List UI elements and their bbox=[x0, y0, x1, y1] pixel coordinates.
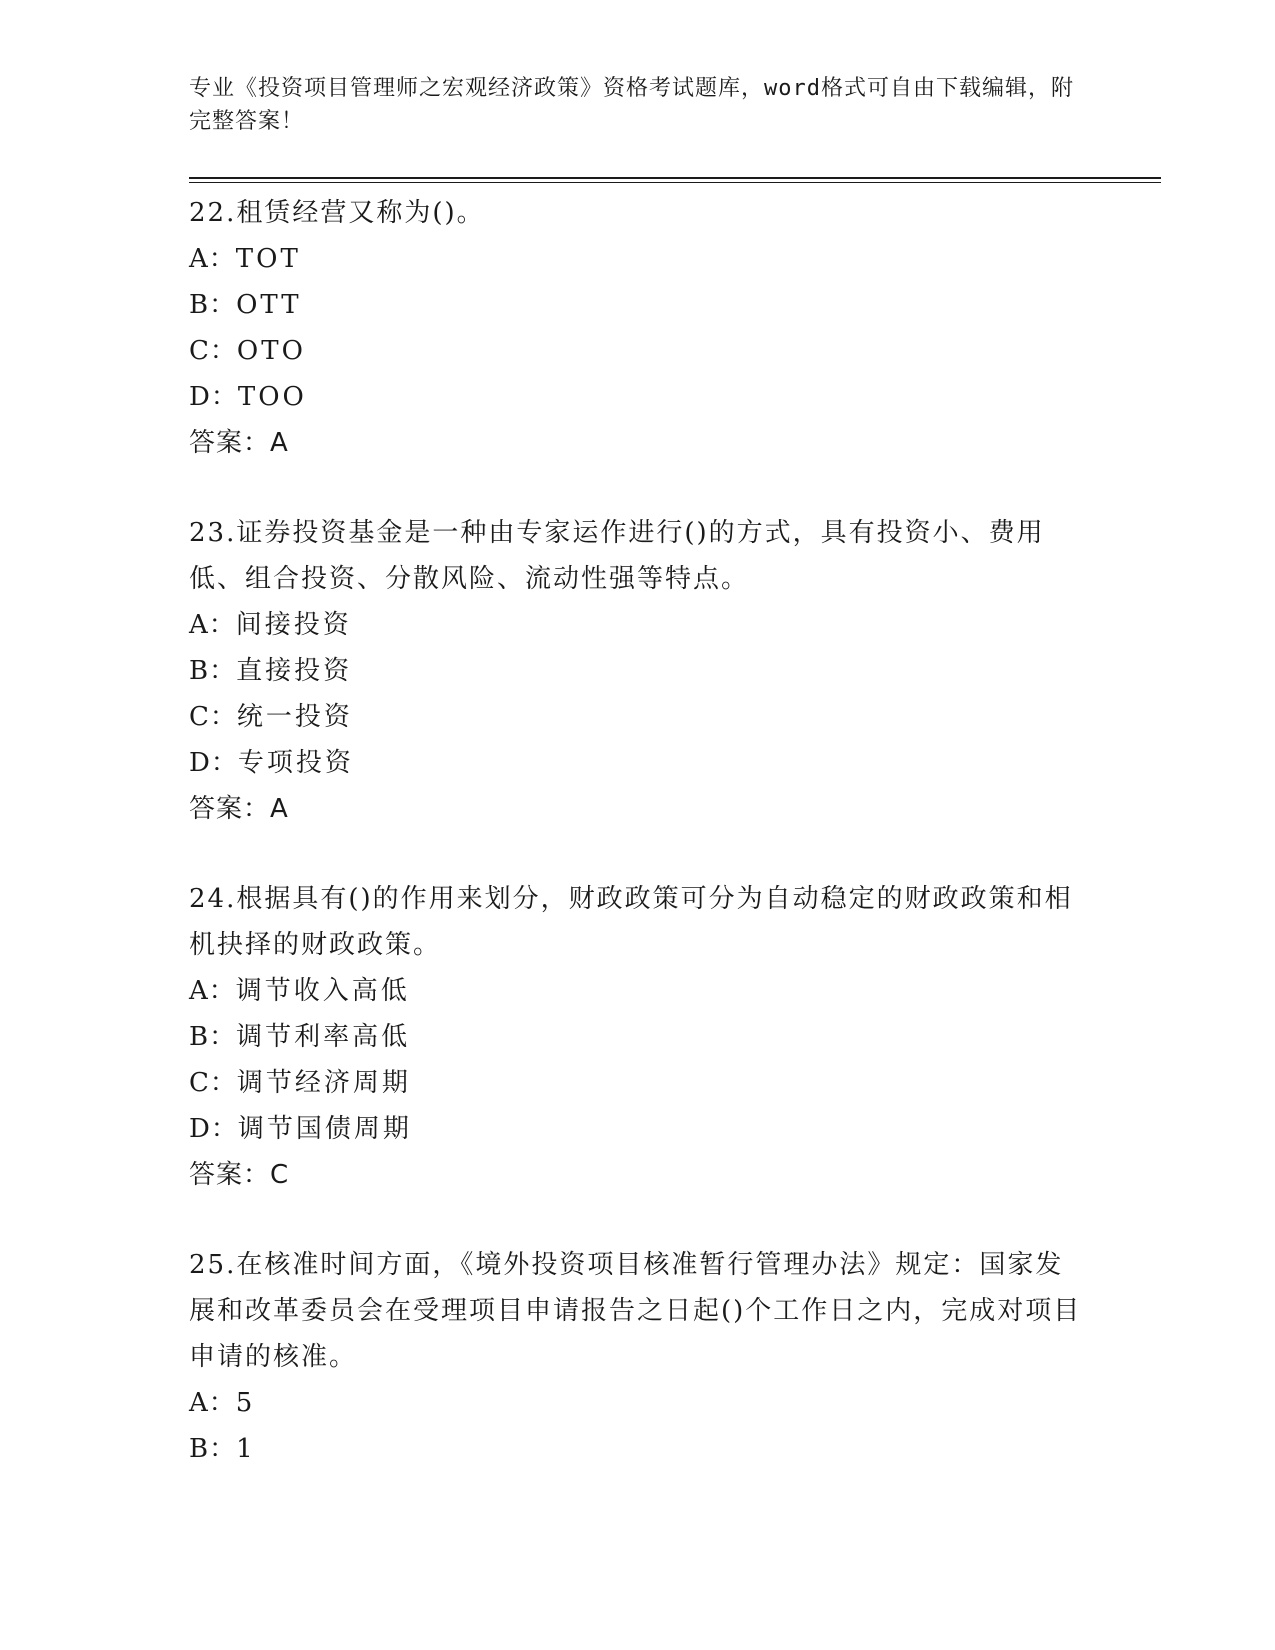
option-letter: A： bbox=[189, 610, 236, 640]
option-text: 调节收入高低 bbox=[235, 976, 410, 1006]
option-text: 调节经济周期 bbox=[236, 1068, 411, 1098]
question-24 bbox=[189, 876, 1089, 1198]
option-letter: B： bbox=[189, 1022, 237, 1052]
option-a bbox=[189, 968, 1089, 1014]
option-text: 1 bbox=[236, 1434, 256, 1464]
question-22 bbox=[189, 190, 1089, 466]
option-text: 5 bbox=[235, 1388, 256, 1418]
option-b bbox=[189, 1426, 1089, 1472]
header-divider-thin bbox=[189, 182, 1161, 183]
option-b bbox=[189, 648, 1089, 694]
option-text: 调节利率高低 bbox=[236, 1022, 411, 1052]
option-b bbox=[189, 1014, 1089, 1060]
document-header: 专业《投资项目管理师之宏观经济政策》资格考试题库，word格式可自由下载编辑，附完整答案！ bbox=[189, 76, 1074, 134]
option-text: 间接投资 bbox=[235, 610, 352, 640]
option-text: OTO bbox=[236, 336, 306, 366]
option-letter: B： bbox=[189, 290, 237, 320]
option-text: 直接投资 bbox=[236, 656, 353, 686]
option-text: 统一投资 bbox=[236, 702, 353, 732]
option-letter: D： bbox=[189, 1114, 238, 1144]
option-letter: C： bbox=[189, 702, 237, 732]
question-list bbox=[189, 190, 1089, 1516]
option-letter: B： bbox=[189, 656, 237, 686]
option-a bbox=[189, 1380, 1089, 1426]
option-text: TOO bbox=[237, 382, 307, 412]
question-25 bbox=[189, 1242, 1089, 1472]
question-stem: 22.租赁经营又称为()。 bbox=[189, 198, 485, 228]
header-divider-thick bbox=[189, 177, 1161, 179]
option-b bbox=[189, 282, 1089, 328]
question-stem: 23.证券投资基金是一种由专家运作进行()的方式，具有投资小、费用低、组合投资、分散风险、流动性强等特点。 bbox=[189, 518, 1045, 594]
option-letter: A： bbox=[189, 976, 236, 1006]
option-letter: D： bbox=[189, 748, 238, 778]
option-letter: A： bbox=[189, 1388, 236, 1418]
option-text: 专项投资 bbox=[237, 748, 354, 778]
option-letter: B： bbox=[189, 1434, 237, 1464]
option-text: OTT bbox=[236, 290, 302, 320]
option-letter: C： bbox=[189, 1068, 237, 1098]
option-a bbox=[189, 236, 1089, 282]
option-a bbox=[189, 602, 1089, 648]
option-letter: D： bbox=[189, 382, 238, 412]
option-letter: C： bbox=[189, 336, 237, 366]
answer-line: 答案：A bbox=[189, 428, 289, 458]
question-stem: 25.在核准时间方面，《境外投资项目核准暂行管理办法》规定：国家发展和改革委员会在受理项目申请报告之日起()个工作日之内，完成对项目申请的核准。 bbox=[189, 1250, 1082, 1372]
answer-line: 答案：C bbox=[189, 1160, 290, 1190]
option-c bbox=[189, 694, 1089, 740]
option-d bbox=[189, 1106, 1089, 1152]
option-text: 调节国债周期 bbox=[237, 1114, 412, 1144]
question-stem: 24.根据具有()的作用来划分，财政政策可分为自动稳定的财政政策和相机抉择的财政政策。 bbox=[189, 884, 1073, 960]
question-23 bbox=[189, 510, 1089, 832]
option-c bbox=[189, 1060, 1089, 1106]
answer-line: 答案：A bbox=[189, 794, 289, 824]
option-text: TOT bbox=[235, 244, 301, 274]
option-c bbox=[189, 328, 1089, 374]
option-letter: A： bbox=[189, 244, 236, 274]
option-d bbox=[189, 374, 1089, 420]
option-d bbox=[189, 740, 1089, 786]
